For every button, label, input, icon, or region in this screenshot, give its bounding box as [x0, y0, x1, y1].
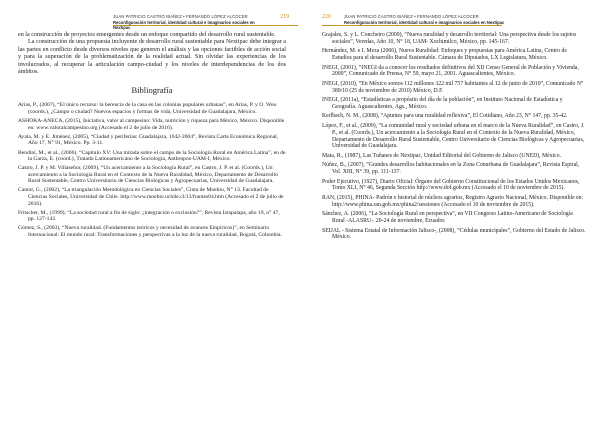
- reference-entry: Kerlbach, N. M., (2008), “Apuntes para una ruralidad reflexiva”, El Cotidiano, Año 23, N° 147, pp. 35-42.: [322, 113, 568, 120]
- reference-entry: INEGI, (2011a), “Estadísticas a propósito del día de la población”, en Instituto Nacional de Estadística y Geografía. Aguascalientes, Ags., México.: [322, 97, 563, 110]
- reference-entry: Arias, P., (2007), “El único recurso: la herencia de la casa en las colonias populares urbanas”, en Arias, P. y O. Woo (coords.), ¿Campo o ciudad? Nuevos espacios y formas de vida, Universidad de Guadalajara, México.: [18, 102, 277, 115]
- page-number: 220: [322, 14, 331, 20]
- running-head-title: Reconfiguración territorial, identidad cultural e imaginarios sociales en Nextipac: [113, 20, 255, 30]
- reference-entry: Castro, J. P. y M. Villaseñor, (2009), “Un acercamiento a la Sociología Rural”, en Castro, J. P. et al. (Coords.), Un acercamiento a la Sociología Rural en el Contexto de la Nueva Ruralidad, México, Departamento de Desarrollo Rural Sustentable, Centro Universitario de Ciencias Biológicas y Agropecuarias, Universidad de Guadalajara.: [18, 165, 278, 185]
- reference-entry: Hernández, M. e I. Meza (2006), Nueva Ruralidad: Enfoques y propuestas para América Latina, Centro de Estudios para el desarrollo Rural Sustentable. Cámara de Diputados, LX Legislatura, México.: [322, 48, 567, 62]
- reference-entry: INEGI, (2001), “INEGI da a conocer los resultados definitivos del XII Censo General de Población y Vivienda, 2000”, Comunicado de Prensa, N° 59, mayo 21, 2001. Aguascalientes, México.: [322, 64, 579, 78]
- running-head-left: [18, 10, 289, 32]
- reference-list-right: [322, 32, 586, 241]
- reference-entry: Mata, R., (1987), Las Tuñanes de Nextipac, Unidad Editorial del Gobierno de Jalisco (UNED), México.: [322, 152, 562, 159]
- reference-list-left: [18, 102, 286, 238]
- running-head-authors: JUAN PATRICIO CASTRO IBÁÑEZ • FERNANDO LÓPEZ ALCOCER: [113, 14, 248, 19]
- page-number: 219: [280, 14, 289, 20]
- reference-entry: Cantor, G., (2002), “La triangulación Metodológica en Ciencias Sociales”, Cinta de Moebio, N° 13. Facultad de Ciencias Sociales, Universidad de Chile. http://www.moebio.uchile.cl/13/frames04.htm (Accesado el 2 de julio de 2016).: [18, 187, 284, 207]
- body-paragraph: en la construcción de proyectos emergentes desde un enfoque compartido del desarrollo rural sustentable.: [18, 32, 276, 38]
- reference-entry: SEIJAL - Sistema Estatal de Información Jalisco-, (2008), “Cédulas municipales”, Gobierno del Estado de Jalisco. México.: [322, 227, 586, 241]
- running-head-text: [113, 14, 263, 30]
- running-head-right: [322, 10, 586, 32]
- body-paragraph: La construcción de una propuesta incluyente de desarrollo rural sustentable para Nextipac debe integrar a las partes en conflicto desde diversos niveles que generen el análisis y las opciones factibles de acción social y para la superación de la problematización de la realidad actual. Sin olvidar las experiencias de los involucrados, al recuperar la articulación campo-ciudad y los niveles de interdependencias de los dos ámbitos.: [18, 39, 286, 76]
- reference-entry: Grajales, S. y L. Concheiro (2009), “Nueva ruralidad y desarrollo territorial: Una perspectiva desde los sujetos sociales”, Veredas, Año 10, N° 18, UAM- Xochimilco, México, pp. 145-167.: [322, 32, 577, 45]
- reference-entry: López, F., et al., (2009), “La comunidad rural y sociedad urbana en el marco de la Nueva Ruralidad”, en Castro, J. P., et al. (Coords.), Un acercamiento a la Sociología Rural en el Contexto de la Nueva Ruralidad, México, Departamento de Desarrollo Rural Sustentable, Centro Universitario de Ciencias Biológicas y Agropecuarias, Universidad de Guadalajara.: [322, 123, 585, 150]
- reference-entry: Bendini, M., et al., (2006), “Capítulo XV: Una mirada sobre el campo de la Sociología Rural en América Latina”, en de la Garza, E. (coord.), Tratado Latinoamericano de Sociología, Anthropos-UAM-I, México.: [18, 149, 286, 163]
- header-rule: [322, 25, 502, 26]
- reference-entry: Gómez, S., (2003), “Nueva ruralidad. (Fundamentos teóricos y necesidad de avances Empíricos)”, en Seminario Internacional: El mundo rural: Transformaciones y perspectivas a la luz de la nueva ruralidad, Bogotá, Colombia.: [18, 225, 282, 238]
- running-head-authors: JUAN PATRICIO CASTRO IBÁÑEZ • FERNANDO LÓPEZ ALCOCER: [344, 14, 479, 19]
- reference-entry: Núñez, B., (2007), “Grandes desarrollos habitacionales en la Zona Conurbana de Guadalajara”, Revista Espiral, Vol. XIII, N° 39, pp. 111-137.: [322, 162, 580, 176]
- running-head-text: [344, 14, 544, 25]
- reference-entry: Poder Ejecutivo, (1927), Diario Oficial: Órgano del Gobierno Constitucional de los Estados Unidos Mexicanos, Tomo XLI, N° 46, Segunda Sección http://www.dof.gob.mx (Accesado el 10 de noviembre de 2015).: [322, 178, 580, 192]
- header-rule: [113, 25, 298, 26]
- reference-entry: Ayala, M. y E. Jiménez, (2005), “Ciudad y periferias: Guadalajara, 1642-2004”, Revista Carta Económica Regional, Año 17, N° 91, México. Pp. 3-11.: [18, 133, 279, 147]
- section-heading-bibliography: Bibliografía: [131, 85, 173, 96]
- reference-entry: INEGI, (2010), “En México somos 112 millones 322 mil 757 habitantes al 12 de junio de 2010”, Comunicado N° 389/10 (25 de noviembre de 2010) México, D.F.: [322, 80, 584, 94]
- running-head-title: Reconfiguración territorial, identidad cultural e imaginarios sociales en Nextipac: [344, 20, 505, 25]
- reference-entry: ASHOKA-ANECA, (2015), Iniciativa, valor al campesino: Vida, nutrición y riqueza para México, México. Disponible en: www.valoralcampesino.org (Accesado el 2 de julio de 2016).: [18, 118, 285, 131]
- reference-entry: Fritscher, M., (1999), “La sociedad rural a fin de siglo: ¿integración o exclusión?”, Revista Iztapalapa, año 19, n° 47, pp. 127-142.: [18, 209, 280, 223]
- right-page: [300, 0, 600, 440]
- reference-entry: Sánchez, A. (2006), “La Sociología Rural en perspectiva”, en VII Congreso Latino-Americano de Sociología Rural -ALASRU-. 20-24 de noviembre, Ecuador.: [322, 211, 573, 225]
- reference-entry: RAN, (2015), PHINA- Padrón e historial de núcleos agrarios, Registro Agrario Nacional, México. Disponible en: http://www.phina.ran.gob.mx/phina2/sessiones (Accesado el 10 de noviembre de 2015).: [322, 194, 584, 208]
